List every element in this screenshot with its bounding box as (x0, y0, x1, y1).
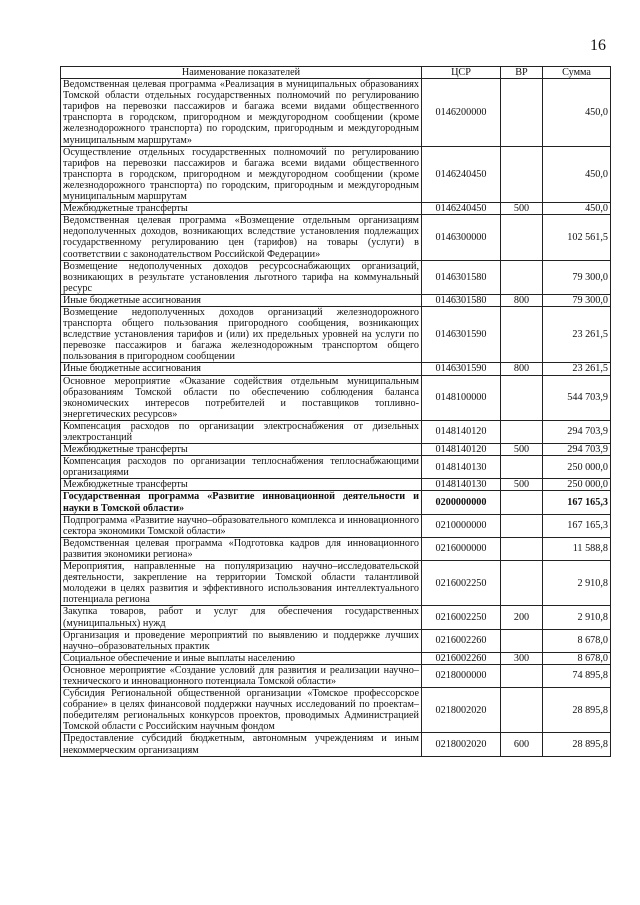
row-sum-cell: 544 703,9 (543, 375, 611, 420)
table-row (61, 629, 611, 652)
row-sum-cell: 294 703,9 (543, 420, 611, 443)
row-name-cell: Возмещение недополученных доходов ресурсоснабжающих организаций, возникающих в результате установления льготного тарифа на коммунальный ресурс (61, 260, 422, 294)
table-row (61, 479, 611, 491)
row-vr-cell: 800 (501, 363, 543, 375)
row-sum-cell: 294 703,9 (543, 444, 611, 456)
row-vr-cell: 500 (501, 203, 543, 215)
row-vr-cell: 300 (501, 652, 543, 664)
table-header-row (61, 67, 611, 79)
row-name-cell: Возмещение недополученных доходов организаций железнодорожного транспорта общего пользования пригородного сообщения, возникающих вследствие установления тарифов и (или) их предельных уровней на услуги по перевозке пассажиров и багажа железнодорожным транспортом общего пользования в пригородном сообщении (61, 306, 422, 362)
table-row (61, 306, 611, 362)
row-sum-cell: 167 165,3 (543, 514, 611, 537)
table-row (61, 215, 611, 260)
row-vr-cell: 200 (501, 606, 543, 629)
row-name-cell: Организация и проведение мероприятий по выявлению и поддержке лучших научно–образовательных практик (61, 629, 422, 652)
row-vr-cell: 600 (501, 733, 543, 756)
row-vr-cell (501, 146, 543, 202)
budget-table (60, 66, 611, 757)
row-name-cell: Государственная программа «Развитие инновационной деятельности и науки в Томской области» (61, 491, 422, 514)
table-row (61, 456, 611, 479)
row-csr-cell: 0146301580 (422, 294, 501, 306)
row-sum-cell: 28 895,8 (543, 688, 611, 733)
row-csr-cell: 0216002260 (422, 629, 501, 652)
row-sum-cell: 79 300,0 (543, 294, 611, 306)
row-csr-cell: 0146301590 (422, 363, 501, 375)
table-row (61, 652, 611, 664)
row-sum-cell: 450,0 (543, 79, 611, 147)
row-sum-cell: 74 895,8 (543, 664, 611, 687)
header-csr: ЦСР (422, 67, 501, 79)
row-vr-cell (501, 215, 543, 260)
row-csr-cell: 0146301590 (422, 306, 501, 362)
row-csr-cell: 0148100000 (422, 375, 501, 420)
row-vr-cell (501, 491, 543, 514)
row-csr-cell: 0148140120 (422, 444, 501, 456)
row-csr-cell: 0218002020 (422, 733, 501, 756)
row-name-cell: Иные бюджетные ассигнования (61, 294, 422, 306)
table-row (61, 664, 611, 687)
row-vr-cell (501, 306, 543, 362)
row-csr-cell: 0210000000 (422, 514, 501, 537)
row-vr-cell: 500 (501, 444, 543, 456)
table-row (61, 561, 611, 606)
row-csr-cell: 0216002250 (422, 561, 501, 606)
row-sum-cell: 450,0 (543, 146, 611, 202)
row-csr-cell: 0216000000 (422, 537, 501, 560)
row-csr-cell: 0218000000 (422, 664, 501, 687)
row-csr-cell: 0200000000 (422, 491, 501, 514)
row-csr-cell: 0146200000 (422, 79, 501, 147)
row-vr-cell: 800 (501, 294, 543, 306)
row-csr-cell: 0148140120 (422, 420, 501, 443)
row-name-cell: Закупка товаров, работ и услуг для обеспечения государственных (муниципальных) нужд (61, 606, 422, 629)
table-row (61, 733, 611, 756)
row-vr-cell (501, 420, 543, 443)
row-vr-cell (501, 456, 543, 479)
row-vr-cell (501, 537, 543, 560)
row-vr-cell (501, 688, 543, 733)
row-sum-cell: 450,0 (543, 203, 611, 215)
table-row (61, 363, 611, 375)
table-row (61, 606, 611, 629)
table-row (61, 203, 611, 215)
row-name-cell: Межбюджетные трансферты (61, 444, 422, 456)
table-row (61, 514, 611, 537)
row-name-cell: Иные бюджетные ассигнования (61, 363, 422, 375)
row-sum-cell: 102 561,5 (543, 215, 611, 260)
row-name-cell: Межбюджетные трансферты (61, 479, 422, 491)
table-row (61, 491, 611, 514)
row-name-cell: Основное мероприятие «Создание условий для развития и реализации научно–технического и инновационного потенциала Томской области» (61, 664, 422, 687)
row-csr-cell: 0216002260 (422, 652, 501, 664)
table-row (61, 146, 611, 202)
row-sum-cell: 11 588,8 (543, 537, 611, 560)
row-csr-cell: 0146301580 (422, 260, 501, 294)
row-vr-cell (501, 629, 543, 652)
row-sum-cell: 23 261,5 (543, 306, 611, 362)
row-csr-cell: 0146300000 (422, 215, 501, 260)
row-sum-cell: 28 895,8 (543, 733, 611, 756)
row-name-cell: Ведомственная целевая программа «Возмещение отдельным организациям недополученных доходов, возникающих вследствие установления подлежащих государственному регулированию цен (тарифов) на товары (услуги) в соответствии с законодательством Российской Федерации» (61, 215, 422, 260)
row-name-cell: Подпрограмма «Развитие научно–образовательного комплекса и инновационного сектора экономики Томской области» (61, 514, 422, 537)
row-vr-cell: 500 (501, 479, 543, 491)
row-sum-cell: 250 000,0 (543, 456, 611, 479)
row-sum-cell: 167 165,3 (543, 491, 611, 514)
row-sum-cell: 8 678,0 (543, 652, 611, 664)
header-vr: ВР (501, 67, 543, 79)
table-row (61, 420, 611, 443)
row-csr-cell: 0146240450 (422, 203, 501, 215)
row-name-cell: Компенсация расходов по организации теплоснабжения теплоснабжающими организациями (61, 456, 422, 479)
row-vr-cell (501, 79, 543, 147)
table-row (61, 444, 611, 456)
page-number: 16 (590, 37, 606, 54)
row-csr-cell: 0218002020 (422, 688, 501, 733)
row-name-cell: Социальное обеспечение и иные выплаты населению (61, 652, 422, 664)
row-name-cell: Межбюджетные трансферты (61, 203, 422, 215)
row-vr-cell (501, 375, 543, 420)
header-sum: Сумма (543, 67, 611, 79)
row-name-cell: Компенсация расходов по организации электроснабжения от дизельных электростанций (61, 420, 422, 443)
row-sum-cell: 2 910,8 (543, 561, 611, 606)
table-row (61, 375, 611, 420)
row-vr-cell (501, 664, 543, 687)
row-name-cell: Мероприятия, направленные на популяризацию научно–исследовательской деятельности, закрепление на территории Томской области талантливой молодежи в целях развития и эффективного использования интеллектуального потенциала региона (61, 561, 422, 606)
row-name-cell: Субсидия Региональной общественной организации «Томское профессорское собрание» в целях финансовой поддержки научных исследований по проектам–победителям региональных конкурсов проектов, проводимых Администрацией Томской области с Российским научным фондом (61, 688, 422, 733)
row-csr-cell: 0146240450 (422, 146, 501, 202)
table-row (61, 294, 611, 306)
row-sum-cell: 250 000,0 (543, 479, 611, 491)
table-row (61, 688, 611, 733)
table-row (61, 260, 611, 294)
row-sum-cell: 8 678,0 (543, 629, 611, 652)
row-name-cell: Ведомственная целевая программа «Подготовка кадров для инновационного развития экономики региона» (61, 537, 422, 560)
row-name-cell: Основное мероприятие «Оказание содействия отдельным муниципальным образованиям Томской области по обеспечению соблюдения баланса экономических интересов потребителей и поставщиков топливно-энергетических ресурсов» (61, 375, 422, 420)
row-name-cell: Ведомственная целевая программа «Реализация в муниципальных образованиях Томской области отдельных государственных полномочий по регулированию тарифов на перевозки пассажиров и багажа всеми видами общественного транспорта в городском, пригородном и междугородном сообщении (кроме железнодорожного транспорта) по городским, пригородным и междугородным муниципальным маршрутам» (61, 79, 422, 147)
table-body (61, 79, 611, 757)
table-row (61, 537, 611, 560)
row-vr-cell (501, 260, 543, 294)
row-csr-cell: 0148140130 (422, 456, 501, 479)
row-name-cell: Предоставление субсидий бюджетным, автономным учреждениям и иным некоммерческим организациям (61, 733, 422, 756)
row-sum-cell: 79 300,0 (543, 260, 611, 294)
row-name-cell: Осуществление отдельных государственных полномочий по регулированию тарифов на перевозки пассажиров и багажа всеми видами общественного транспорта в городском, пригородном и междугородном сообщении (кроме железнодорожного транспорта) по городским, пригородным и междугородным муниципальным маршрутам (61, 146, 422, 202)
row-vr-cell (501, 561, 543, 606)
row-sum-cell: 2 910,8 (543, 606, 611, 629)
row-csr-cell: 0216002250 (422, 606, 501, 629)
table-row (61, 79, 611, 147)
row-sum-cell: 23 261,5 (543, 363, 611, 375)
header-name: Наименование показателей (61, 67, 422, 79)
row-vr-cell (501, 514, 543, 537)
row-csr-cell: 0148140130 (422, 479, 501, 491)
